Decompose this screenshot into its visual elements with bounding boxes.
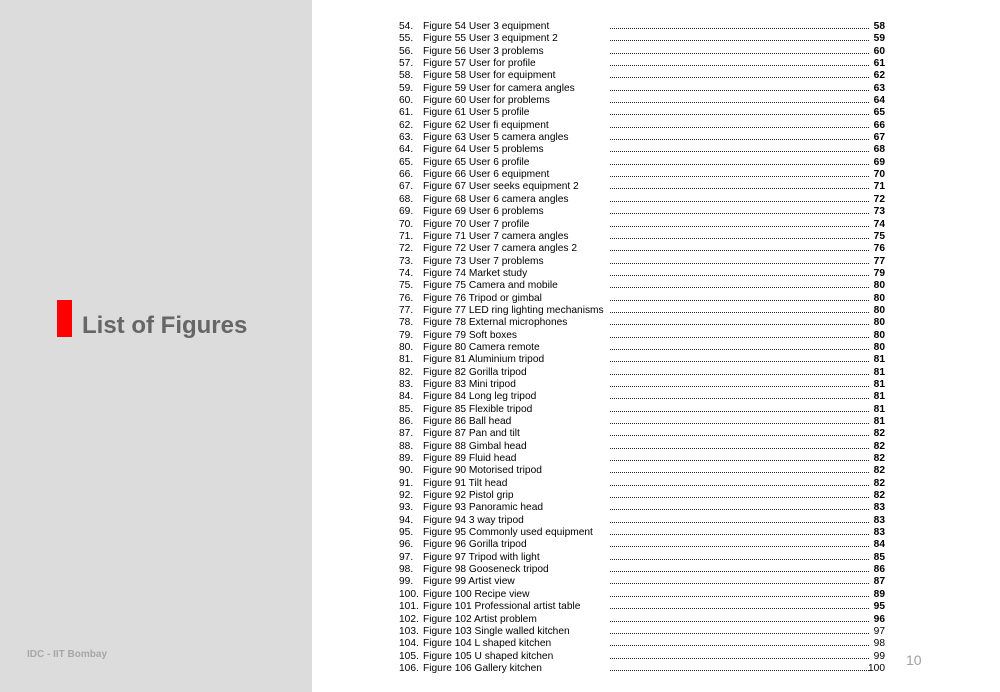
entry-number: 68. (399, 193, 414, 205)
entry-page-number: 75 (873, 230, 885, 242)
entry-label: Figure 103 Single walled kitchen (423, 625, 570, 637)
entry-page-number: 62 (873, 70, 885, 82)
entry-number: 55. (399, 33, 414, 45)
dot-leader (610, 151, 869, 152)
entry-page-number: 80 (873, 329, 885, 341)
entry-page-number: 69 (873, 156, 885, 168)
entry-label: Figure 78 External microphones (423, 317, 568, 329)
list-item[interactable] (399, 293, 891, 305)
list-item[interactable] (399, 268, 891, 280)
entry-page-number: 81 (873, 416, 885, 427)
entry-label: Figure 80 Camera remote (423, 341, 540, 353)
entry-label: Figure 66 User 6 equipment (423, 169, 550, 181)
list-item[interactable] (399, 651, 891, 663)
entry-number: 89. (399, 453, 414, 465)
dot-leader (610, 275, 869, 276)
dot-leader (610, 621, 869, 622)
entry-number: 88. (399, 440, 414, 452)
dot-leader (610, 127, 869, 128)
entry-number: 100. (399, 588, 419, 600)
entry-label: Figure 70 User 7 profile (423, 218, 530, 230)
dot-leader (610, 497, 869, 498)
entry-label: Figure 71 User 7 camera angles (423, 230, 569, 242)
entry-label: Figure 88 Gimbal head (423, 440, 527, 452)
dot-leader (610, 374, 869, 375)
list-item[interactable] (399, 576, 891, 588)
entry-number: 82. (399, 366, 414, 378)
dot-leader (610, 571, 869, 572)
list-item[interactable] (399, 58, 891, 70)
entry-page-number: 65 (873, 107, 885, 119)
dot-leader (610, 102, 869, 103)
entry-label: Figure 79 Soft boxes (423, 329, 518, 341)
list-item[interactable] (399, 453, 891, 465)
entry-label: Figure 89 Fluid head (423, 453, 517, 465)
entry-label: Figure 73 User 7 problems (423, 255, 544, 267)
dot-leader (610, 670, 869, 671)
list-item[interactable] (399, 280, 891, 292)
dot-leader (610, 645, 869, 646)
dot-leader (610, 522, 869, 523)
dot-leader (610, 460, 869, 461)
dot-leader (610, 485, 869, 486)
entry-label: Figure 98 Gooseneck tripod (423, 564, 549, 576)
entry-number: 84. (399, 391, 414, 403)
dot-leader (610, 40, 869, 41)
entry-number: 98. (399, 564, 414, 576)
sidebar (0, 0, 312, 692)
entry-label: Figure 99 Artist view (423, 576, 515, 588)
entry-label: Figure 64 User 5 problems (423, 144, 544, 156)
entry-number: 72. (399, 243, 414, 255)
entry-number: 95. (399, 527, 414, 539)
list-item[interactable] (399, 46, 891, 58)
entry-number: 63. (399, 132, 414, 144)
dot-leader (610, 312, 869, 313)
list-item[interactable] (399, 107, 891, 119)
entry-page-number: 81 (873, 403, 885, 415)
entry-number: 83. (399, 378, 414, 390)
dot-leader (610, 534, 869, 535)
list-item[interactable] (399, 428, 891, 440)
dot-leader (610, 53, 869, 54)
entry-label: Figure 92 Pistol grip (423, 490, 514, 502)
entry-number: 87. (399, 428, 414, 440)
list-item[interactable] (399, 638, 891, 650)
entry-page-number: 82 (873, 440, 885, 452)
entry-page-number: 81 (873, 378, 885, 390)
entry-number: 64. (399, 144, 414, 156)
dot-leader (610, 201, 869, 202)
list-item[interactable] (399, 70, 891, 82)
page-title: List of Figures (82, 312, 248, 339)
entry-page-number: 87 (873, 576, 885, 588)
entry-page-number: 80 (873, 341, 885, 353)
entry-number: 81. (399, 354, 414, 366)
entry-label: Figure 60 User for problems (423, 95, 550, 107)
list-item[interactable] (399, 367, 891, 379)
dot-leader (610, 65, 869, 66)
entry-number: 86. (399, 416, 414, 427)
list-item[interactable] (399, 305, 891, 317)
list-item[interactable] (399, 21, 891, 33)
entry-label: Figure 81 Aluminium tripod (423, 354, 545, 366)
entry-number: 94. (399, 514, 414, 526)
entry-number: 102. (399, 613, 419, 625)
dot-leader (610, 226, 869, 227)
entry-number: 91. (399, 477, 414, 489)
list-item[interactable] (399, 589, 891, 601)
dot-leader (610, 28, 869, 29)
list-item[interactable] (399, 342, 891, 354)
entry-label: Figure 106 Gallery kitchen (423, 662, 542, 674)
entry-number: 73. (399, 255, 414, 267)
dot-leader (610, 90, 869, 91)
entry-label: Figure 91 Tilt head (423, 477, 508, 489)
dot-leader (610, 633, 869, 634)
entry-number: 60. (399, 95, 414, 107)
dot-leader (610, 398, 869, 399)
entry-label: Figure 76 Tripod or gimbal (423, 292, 542, 304)
dot-leader (610, 287, 869, 288)
list-item[interactable] (399, 478, 891, 490)
entry-label: Figure 95 Commonly used equipment (423, 527, 593, 539)
entry-page-number: 96 (873, 613, 885, 625)
entry-label: Figure 85 Flexible tripod (423, 403, 533, 415)
entry-number: 99. (399, 576, 414, 588)
entry-page-number: 82 (873, 465, 885, 477)
entry-page-number: 82 (873, 428, 885, 440)
list-item[interactable] (399, 354, 891, 366)
entry-number: 80. (399, 341, 414, 353)
entry-page-number: 72 (873, 193, 885, 205)
entry-page-number: 79 (873, 267, 885, 279)
entry-page-number: 83 (873, 514, 885, 526)
entry-page-number: 76 (873, 243, 885, 255)
list-item[interactable] (399, 391, 891, 403)
list-item[interactable] (399, 379, 891, 391)
entry-label: Figure 86 Ball head (423, 416, 512, 427)
entry-label: Figure 87 Pan and tilt (423, 428, 520, 440)
entry-number: 101. (399, 601, 419, 613)
list-item[interactable] (399, 564, 891, 576)
entry-number: 70. (399, 218, 414, 230)
entry-number: 67. (399, 181, 414, 193)
entry-label: Figure 102 Artist problem (423, 613, 537, 625)
dot-leader (610, 546, 869, 547)
dot-leader (610, 114, 869, 115)
dot-leader (610, 658, 869, 659)
entry-page-number: 82 (873, 453, 885, 465)
footer-text: IDC - IIT Bombay (27, 649, 108, 660)
list-item[interactable] (399, 243, 891, 255)
entry-label: Figure 75 Camera and mobile (423, 280, 558, 292)
entry-label: Figure 69 User 6 problems (423, 206, 544, 218)
entry-number: 71. (399, 230, 414, 242)
entry-page-number: 86 (873, 564, 885, 576)
entry-page-number: 80 (873, 304, 885, 316)
list-item[interactable] (399, 317, 891, 329)
entry-page-number: 80 (873, 280, 885, 292)
entry-number: 78. (399, 317, 414, 329)
entry-number: 69. (399, 206, 414, 218)
entry-label: Figure 84 Long leg tripod (423, 391, 537, 403)
list-item[interactable] (399, 663, 891, 675)
dot-leader (610, 188, 869, 189)
entry-page-number: 66 (873, 119, 885, 131)
entry-page-number: 58 (873, 21, 885, 32)
list-item[interactable] (399, 83, 891, 95)
dot-leader (610, 263, 869, 264)
entry-page-number: 85 (873, 551, 885, 563)
entry-page-number: 67 (873, 132, 885, 144)
dot-leader (610, 411, 869, 412)
entry-label: Figure 100 Recipe view (423, 588, 530, 600)
list-item[interactable] (399, 33, 891, 45)
dot-leader (610, 250, 869, 251)
entry-number: 58. (399, 70, 414, 82)
entry-page-number: 61 (873, 58, 885, 70)
entry-number: 105. (399, 650, 419, 662)
entry-page-number: 82 (873, 490, 885, 502)
dot-leader (610, 300, 869, 301)
page-number: 10 (906, 652, 922, 668)
list-item[interactable] (399, 552, 891, 564)
dot-leader (610, 583, 869, 584)
entry-number: 57. (399, 58, 414, 70)
dot-leader (610, 386, 869, 387)
list-item[interactable] (399, 490, 891, 502)
entry-number: 85. (399, 403, 414, 415)
entry-number: 66. (399, 169, 414, 181)
dot-leader (610, 324, 869, 325)
dot-leader (610, 472, 869, 473)
dot-leader (610, 164, 869, 165)
entry-page-number: 97 (873, 625, 885, 637)
list-item[interactable] (399, 441, 891, 453)
entry-number: 103. (399, 625, 419, 637)
entry-number: 74. (399, 267, 414, 279)
dot-leader (610, 608, 869, 609)
entry-page-number: 70 (873, 169, 885, 181)
entry-number: 75. (399, 280, 414, 292)
entry-label: Figure 55 User 3 equipment 2 (423, 33, 558, 45)
dot-leader (610, 596, 869, 597)
entry-page-number: 71 (873, 181, 885, 193)
entry-page-number: 74 (873, 218, 885, 230)
dot-leader (610, 176, 869, 177)
dot-leader (610, 238, 869, 239)
entry-label: Figure 90 Motorised tripod (423, 465, 542, 477)
entry-number: 90. (399, 465, 414, 477)
list-item[interactable] (399, 231, 891, 243)
entry-page-number: 82 (873, 477, 885, 489)
list-item[interactable] (399, 120, 891, 132)
entry-number: 76. (399, 292, 414, 304)
entry-label: Figure 105 U shaped kitchen (423, 650, 554, 662)
list-item[interactable] (399, 256, 891, 268)
dot-leader (610, 337, 869, 338)
list-item[interactable] (399, 132, 891, 144)
entry-label: Figure 62 User fi equipment (423, 119, 549, 131)
dot-leader (610, 509, 869, 510)
list-item[interactable] (399, 527, 891, 539)
list-item[interactable] (399, 157, 891, 169)
entry-label: Figure 67 User seeks equipment 2 (423, 181, 579, 193)
list-item[interactable] (399, 416, 891, 428)
list-item[interactable] (399, 95, 891, 107)
entry-page-number: 68 (873, 144, 885, 156)
dot-leader (610, 423, 869, 424)
entry-page-number: 81 (873, 354, 885, 366)
entry-page-number: 77 (873, 255, 885, 267)
entry-label: Figure 58 User for equipment (423, 70, 556, 82)
entry-label: Figure 83 Mini tripod (423, 378, 516, 390)
entry-number: 96. (399, 539, 414, 551)
entry-number: 97. (399, 551, 414, 563)
list-item[interactable] (399, 330, 891, 342)
entry-label: Figure 96 Gorilla tripod (423, 539, 527, 551)
entry-label: Figure 93 Panoramic head (423, 502, 544, 514)
list-item[interactable] (399, 194, 891, 206)
entry-label: Figure 77 LED ring lighting mechanisms (423, 304, 604, 316)
entry-label: Figure 104 L shaped kitchen (423, 638, 552, 650)
title-accent-bar (57, 300, 72, 337)
entry-label: Figure 65 User 6 profile (423, 156, 530, 168)
list-item[interactable] (399, 169, 891, 181)
entry-label: Figure 82 Gorilla tripod (423, 366, 527, 378)
dot-leader (610, 139, 869, 140)
entry-label: Figure 54 User 3 equipment (423, 21, 550, 32)
entry-page-number: 84 (873, 539, 885, 551)
entry-label: Figure 56 User 3 problems (423, 45, 544, 57)
entry-page-number: 80 (873, 317, 885, 329)
entry-label: Figure 59 User for camera angles (423, 82, 575, 94)
entry-page-number: 80 (873, 292, 885, 304)
entry-page-number: 81 (873, 391, 885, 403)
entry-label: Figure 97 Tripod with light (423, 551, 540, 563)
entry-page-number: 63 (873, 82, 885, 94)
entry-label: Figure 68 User 6 camera angles (423, 193, 569, 205)
entry-number: 56. (399, 45, 414, 57)
entry-label: Figure 57 User for profile (423, 58, 536, 70)
entry-page-number: 100 (868, 662, 885, 674)
entry-label: Figure 63 User 5 camera angles (423, 132, 569, 144)
entry-label: Figure 74 Market study (423, 267, 528, 279)
dot-leader (610, 559, 869, 560)
entry-number: 79. (399, 329, 414, 341)
entry-page-number: 83 (873, 527, 885, 539)
entry-number: 62. (399, 119, 414, 131)
entry-number: 93. (399, 502, 414, 514)
entry-number: 106. (399, 662, 419, 674)
entry-page-number: 98 (873, 638, 885, 650)
entry-number: 61. (399, 107, 414, 119)
dot-leader (610, 435, 869, 436)
entry-page-number: 95 (873, 601, 885, 613)
entry-page-number: 99 (873, 650, 885, 662)
list-item[interactable] (399, 219, 891, 231)
entry-number: 65. (399, 156, 414, 168)
entry-number: 54. (399, 21, 414, 32)
entry-page-number: 60 (873, 45, 885, 57)
entry-label: Figure 61 User 5 profile (423, 107, 530, 119)
list-item[interactable] (399, 465, 891, 477)
entry-label: Figure 72 User 7 camera angles 2 (423, 243, 578, 255)
dot-leader (610, 448, 869, 449)
figure-list (399, 21, 891, 675)
list-item[interactable] (399, 404, 891, 416)
list-item[interactable] (399, 502, 891, 514)
entry-page-number: 64 (873, 95, 885, 107)
list-item[interactable] (399, 181, 891, 193)
entry-label: Figure 101 Professional artist table (423, 601, 581, 613)
dot-leader (610, 349, 869, 350)
dot-leader (610, 77, 869, 78)
list-item[interactable] (399, 206, 891, 218)
dot-leader (610, 361, 869, 362)
entry-page-number: 89 (873, 588, 885, 600)
entry-label: Figure 94 3 way tripod (423, 514, 524, 526)
entry-page-number: 83 (873, 502, 885, 514)
entry-page-number: 59 (873, 33, 885, 45)
list-item[interactable] (399, 515, 891, 527)
entry-page-number: 73 (873, 206, 885, 218)
list-item[interactable] (399, 601, 891, 613)
list-item[interactable] (399, 144, 891, 156)
entry-number: 77. (399, 304, 414, 316)
entry-number: 92. (399, 490, 414, 502)
entry-number: 59. (399, 82, 414, 94)
list-item[interactable] (399, 539, 891, 551)
list-item[interactable] (399, 614, 891, 626)
dot-leader (610, 213, 869, 214)
entry-number: 104. (399, 638, 419, 650)
list-item[interactable] (399, 626, 891, 638)
entry-page-number: 81 (873, 366, 885, 378)
